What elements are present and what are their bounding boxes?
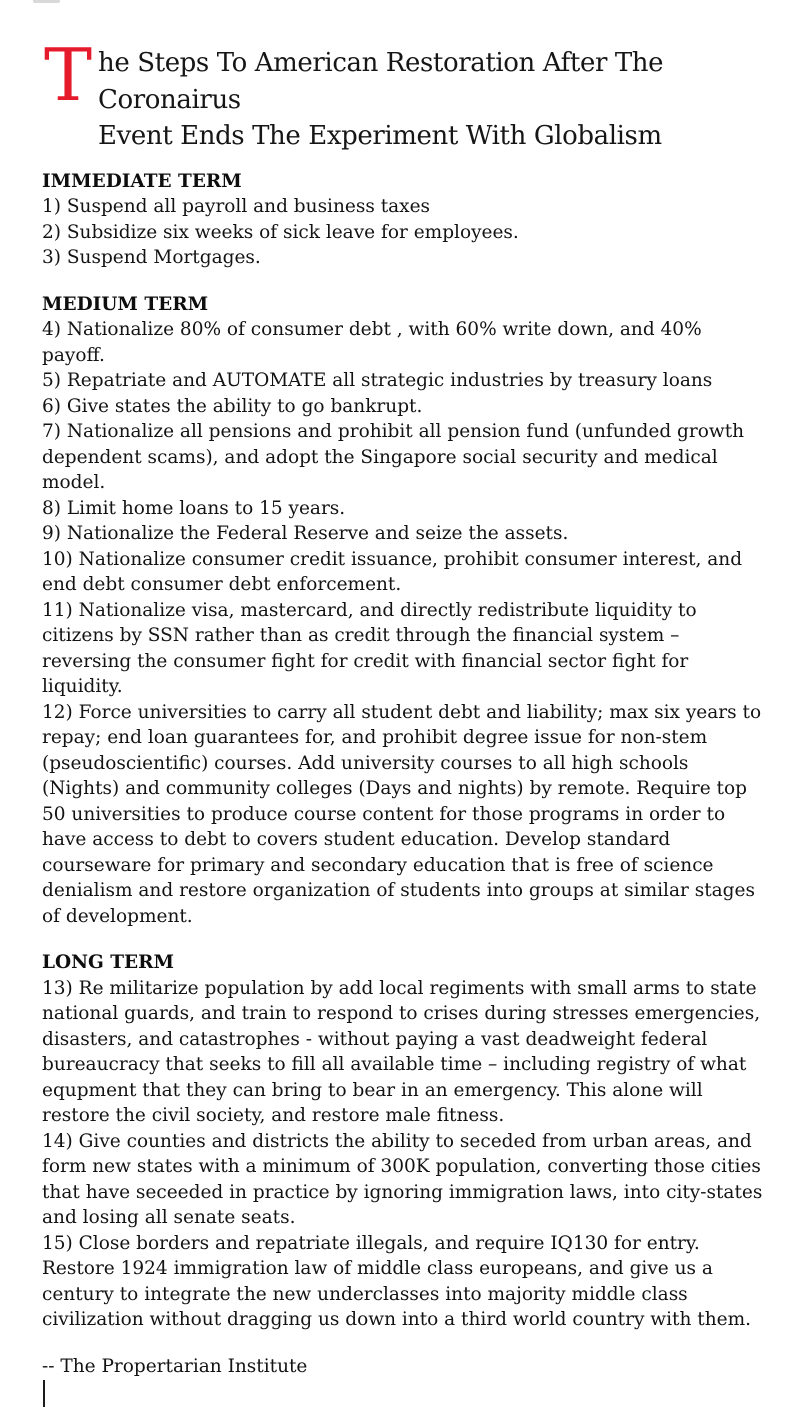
section-heading: MEDIUM TERM — [42, 293, 209, 315]
text-cursor — [43, 1380, 45, 1407]
list-item-5: 5) Repatriate and AUTOMATE all strategic industries by treasury loans — [42, 370, 713, 391]
list-item-13: 13) Re militarize population by add local regiments with small arms to state national guards, and train to respond to crises during stresses emergencies, disasters, and catastrophes - without paying a vast deadweight federal bureaucracy that seeks to fill all available time – including registry of what equpment that they can bring to bear in an emergency. This alone will restore the civil society, and restore male fitness. — [42, 977, 761, 1126]
section-heading: LONG TERM — [42, 952, 174, 973]
list-item-6: 6) Give states the ability to go bankrupt. — [42, 395, 423, 417]
section-long-term — [42, 950, 763, 1333]
list-item-7: 7) Nationalize all pensions and prohibit all pension fund (unfunded growth dependent scams), and adopt the Singapore social security and medical model. — [42, 421, 745, 493]
list-item-12: 12) Force universities to carry all student debt and liability; max six years to repay; end loan guarantees for, and prohibit degree issue for non-stem (pseudoscientific) courses. Add university courses to all high schools (Nights) and community colleges (Days and nights) by remote. Require top 50 universities to produce course content for those programs in order to have access to debt to covers student education. Develop standard courseware for primary and secondary education that is free of science denialism and restore organization of students into groups at similar stages of development. — [42, 701, 762, 927]
title-lines — [98, 44, 763, 155]
list-item-2: 2) Subsidize six weeks of sick leave for employees. — [42, 221, 519, 243]
section-heading: IMMEDIATE TERM — [42, 170, 242, 192]
list-item-8: 8) Limit home loans to 15 years. — [42, 497, 346, 519]
title-line-2: Event Ends The Experiment With Globalism — [98, 121, 662, 151]
section-medium-term — [42, 292, 763, 930]
list-item-11: 11) Nationalize visa, mastercard, and directly redistribute liquidity to citizens by SSN rather than as credit through the financial system – reversing the consumer fight for credit with financial sector fight for liquidity. — [42, 599, 697, 697]
document-title — [42, 33, 763, 155]
signature-line: -- The Propertarian Institute — [42, 1355, 308, 1377]
section-immediate-term — [42, 169, 763, 271]
list-item-9: 9) Nationalize the Federal Reserve and seize the assets. — [42, 523, 569, 544]
list-item-1: 1) Suspend all payroll and business taxes — [42, 196, 431, 217]
list-item-10: 10) Nationalize consumer credit issuance, prohibit consumer interest, and end debt consumer debt enforcement. — [42, 548, 743, 595]
list-item-4: 4) Nationalize 80% of consumer debt , with 60% write down, and 40% payoff. — [42, 319, 702, 366]
list-item-15: 15) Close borders and repatriate illegals, and require IQ130 for entry. Restore 1924 immigration law of middle class europeans, and give us a century to integrate the new underclasses into majority middle class civilization without dragging us down into a third world country with them. — [42, 1232, 751, 1330]
list-item-14: 14) Give counties and districts the ability to seceded from urban areas, and form new states with a minimum of 300K population, converting those cities that have seceeded in practice by ignoring immigration laws, into city-states and losing all senate seats. — [42, 1130, 763, 1228]
list-item-3: 3) Suspend Mortgages. — [42, 247, 261, 268]
dropcap-letter: T — [44, 33, 93, 117]
screen-edge-artifact — [33, 0, 60, 3]
title-line-1: he Steps To American Restoration After The Coronairus — [98, 48, 664, 115]
